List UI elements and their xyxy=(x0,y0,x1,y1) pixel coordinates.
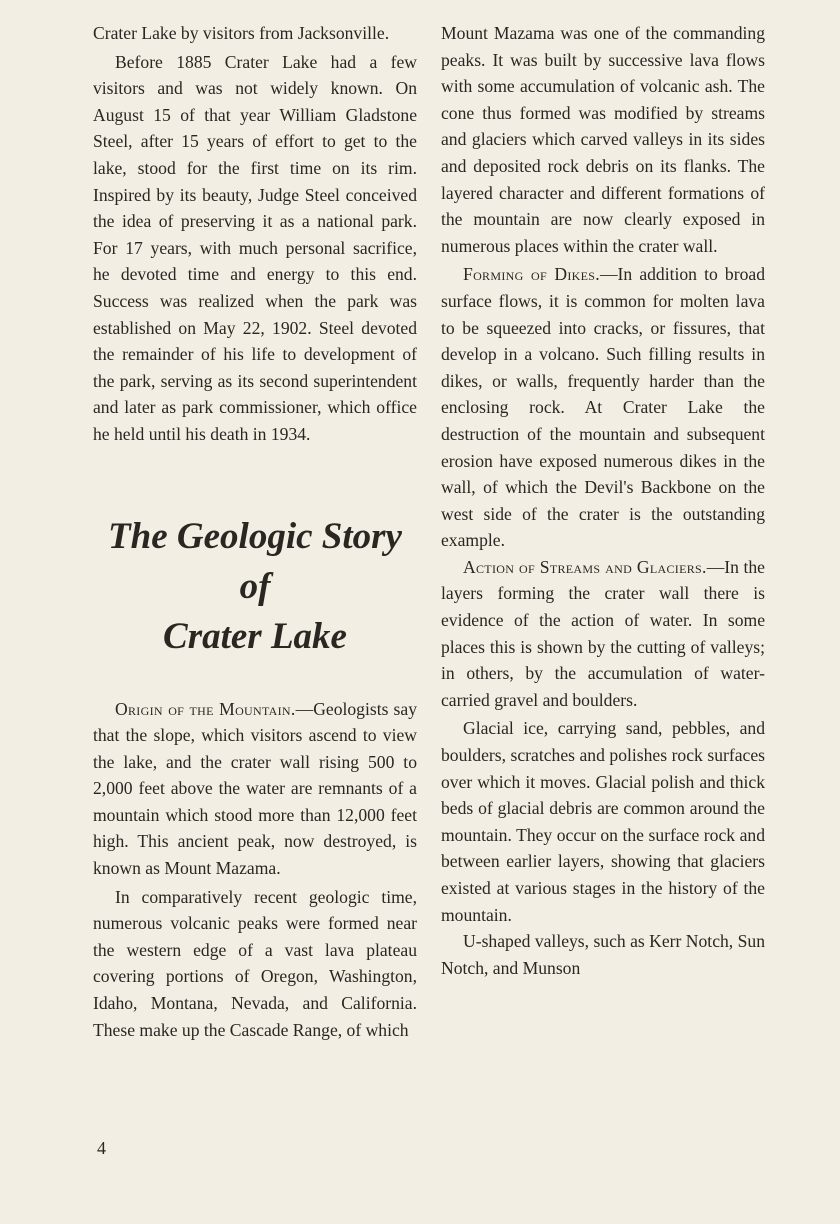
section-title xyxy=(93,512,417,662)
right-column xyxy=(441,20,765,981)
paragraph-streams-body: —In the layers forming the crater wall there is evidence of the action of water. In some places this is shown by the cutting of valleys; in others, by the accumulation of water-carried gravel and boulders. xyxy=(441,556,765,710)
paragraph-origin-of-mountain xyxy=(93,696,417,882)
subheading-origin-of-mountain: Origin of the Mountain. xyxy=(115,698,296,719)
paragraph-origin-body: —Geologists say that the slope, which visitors ascend to view the lake, and the crater wall rising 500 to 2,000 feet above the water are remnants of a mountain which stood more than 12,000 feet high. This ancient peak, now destroyed, is known as Mount Mazama. xyxy=(93,698,417,879)
paragraph-mount-mazama: Mount Mazama was one of the commanding peaks. It was built by successive lava flows with some accumulation of volcanic ash. The cone thus formed was modified by streams and glaciers which carved valleys in its sides and deposited rock debris on its flanks. The layered character and different formations of the mountain are now clearly exposed in numerous places within the crater wall. xyxy=(441,23,765,256)
paragraph-forming-of-dikes xyxy=(441,261,765,554)
paragraph-streams-and-glaciers xyxy=(441,554,765,714)
section-title-line-1: The Geologic Story of xyxy=(108,515,402,607)
paragraph-dikes-body: —In addition to broad surface flows, it is common for molten lava to be squeezed into cracks, or fissures, that develop in a volcano. Such filling results in dikes, or walls, frequently harder than the enclosing rock. At Crater Lake the destruction of the mountain and subsequent erosion have exposed numerous dikes in the wall, of which the Devil's Backbone on the west side of the crater is the outstanding example. xyxy=(441,264,765,551)
section-title-line-2: Crater Lake xyxy=(163,615,347,657)
paragraph-u-shaped-valleys: U-shaped valleys, such as Kerr Notch, Sun Notch, and Munson xyxy=(441,931,765,978)
paragraph-continuation: Crater Lake by visitors from Jacksonville. xyxy=(93,23,390,43)
subheading-streams-and-glaciers: Action of Streams and Glaciers. xyxy=(463,556,707,577)
page-number: 4 xyxy=(97,1138,106,1158)
paragraph-steel-history: Before 1885 Crater Lake had a few visitors and was not widely known. On August 15 of that year William Gladstone Steel, after 15 years of effort to get to the lake, stood for the first time on its rim. Inspired by its beauty, Judge Steel conceived the idea of preserving it as a national park. For 17 years, with much personal sacrifice, he devoted time and energy to this end. Success was realized when the park was established on May 22, 1902. Steel devoted the remainder of his life to development of the park, serving as its second superintendent and later as park commissioner, which office he held until his death in 1934. xyxy=(93,51,417,444)
paragraph-glacial-ice: Glacial ice, carrying sand, pebbles, and boulders, scratches and polishes rock surfaces over which it moves. Glacial polish and thick beds of glacial debris are common around the mountain. They occur on the surface rock and between earlier layers, showing that glaciers existed at various stages in the history of the mountain. xyxy=(441,718,765,925)
paragraph-cascade-range: In comparatively recent geologic time, numerous volcanic peaks were formed near the western edge of a vast lava plateau covering portions of Oregon, Washington, Idaho, Montana, Nevada, and California. These make up the Cascade Range, of which xyxy=(93,886,417,1040)
subheading-forming-of-dikes: Forming of Dikes. xyxy=(463,264,600,285)
left-column xyxy=(93,20,417,1043)
